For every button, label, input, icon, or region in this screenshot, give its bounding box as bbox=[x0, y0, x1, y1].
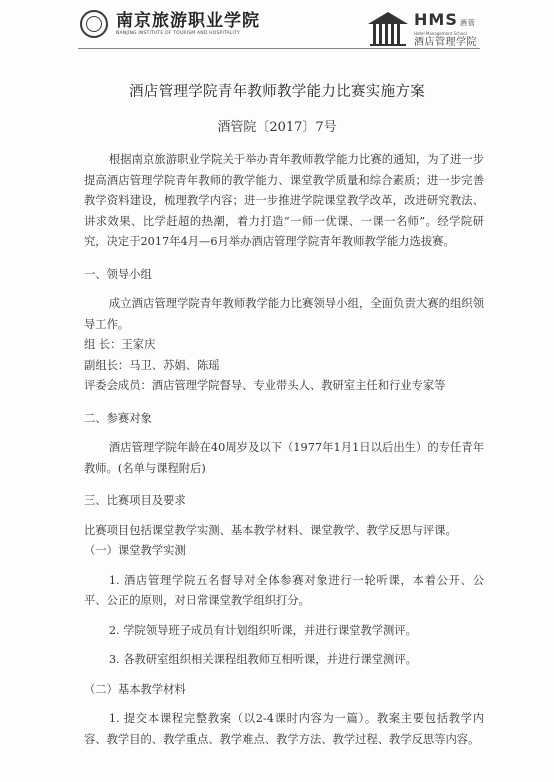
leadership-paragraph: 成立酒店管理学院青年教师教学能力比赛领导小组，全面负责大赛的组织领导工作。 bbox=[84, 297, 484, 331]
hms-name-cn: 酒店管理学院 bbox=[414, 37, 477, 48]
document-number: 酒管院〔2017〕7号 bbox=[217, 120, 337, 135]
school-seal-icon bbox=[80, 10, 108, 38]
school-name-en: NANJING INSTITUTE OF TOURISM AND HOSPITALITY bbox=[116, 31, 240, 36]
header-divider bbox=[78, 48, 480, 49]
item-peer-evaluation: 3. 各教研室组织相关课程组教师互相听课，并进行课堂测评。 bbox=[108, 653, 417, 666]
document-title: 酒店管理学院青年教师教学能力比赛实施方案 bbox=[129, 84, 425, 100]
committee-line: 评委会成员：酒店管理学院督导、专业带头人、教研室主任和行业专家等 bbox=[84, 379, 446, 392]
school-name-cn: 南京旅游职业学院 bbox=[116, 11, 260, 31]
document-body bbox=[84, 150, 484, 750]
items-paragraph: 比赛项目包括课堂教学实测、基本教学材料、课堂教学、教学反思与评课。 bbox=[84, 523, 457, 537]
school-logo bbox=[80, 10, 260, 38]
hms-title: HMS 酒管 bbox=[414, 10, 476, 29]
subheading-teaching-materials: （二）基本教学材料 bbox=[84, 682, 186, 696]
deputy-line: 副组长：马卫、苏娟、陈瑶 bbox=[84, 358, 220, 372]
hms-logo bbox=[368, 12, 477, 49]
section-heading-participants: 二、参赛对象 bbox=[84, 411, 152, 425]
subheading-classroom-test: （一）课堂教学实测 bbox=[84, 544, 186, 557]
item-leadership-evaluation: 2. 学院领导班子成员有计划组织听课，并进行课堂教学测评。 bbox=[108, 623, 417, 637]
letterhead bbox=[0, 0, 554, 56]
leader-line: 组 长：王家庆 bbox=[84, 338, 156, 351]
item-supervisor-evaluation: 1. 酒店管理学院五名督导对全体参赛对象进行一轮听课，本着公开、公平、公正的原则，对日常课堂教学组织打分。 bbox=[84, 573, 484, 607]
item-lesson-plan: 1. 提交本课程完整教案（以2-4课时内容为一篇）。教案主要包括教学内容、教学目的、教学重点、教学难点、教学方法、教学过程、教学反思等内容。 bbox=[84, 712, 484, 746]
house-icon bbox=[368, 12, 408, 46]
section-heading-leadership: 一、领导小组 bbox=[84, 267, 152, 281]
participants-paragraph: 酒店管理学院年龄在40周岁及以下（1977年1月1日以后出生）的专任青年教师。(名单与课程附后) bbox=[84, 441, 484, 475]
intro-paragraph: 根据南京旅游职业学院关于举办青年教师教学能力比赛的通知，为了进一步提高酒店管理学院青年教师的教学能力、课堂教学质量和综合素质；进一步完善教学资料建设，梳理教学内容；进一步推进学院课堂教学改革，改进研究教法、讲求效果、比学赶超的热潮，着力打造“一师一优课、一课一名师”。经学院研究，决定于2017年4月—6月举办酒店管理学院青年教师教学能力选拔赛。 bbox=[84, 153, 484, 248]
section-heading-items: 三、比赛项目及要求 bbox=[84, 494, 186, 507]
hms-sub-en: Hotel Management School bbox=[414, 31, 467, 36]
